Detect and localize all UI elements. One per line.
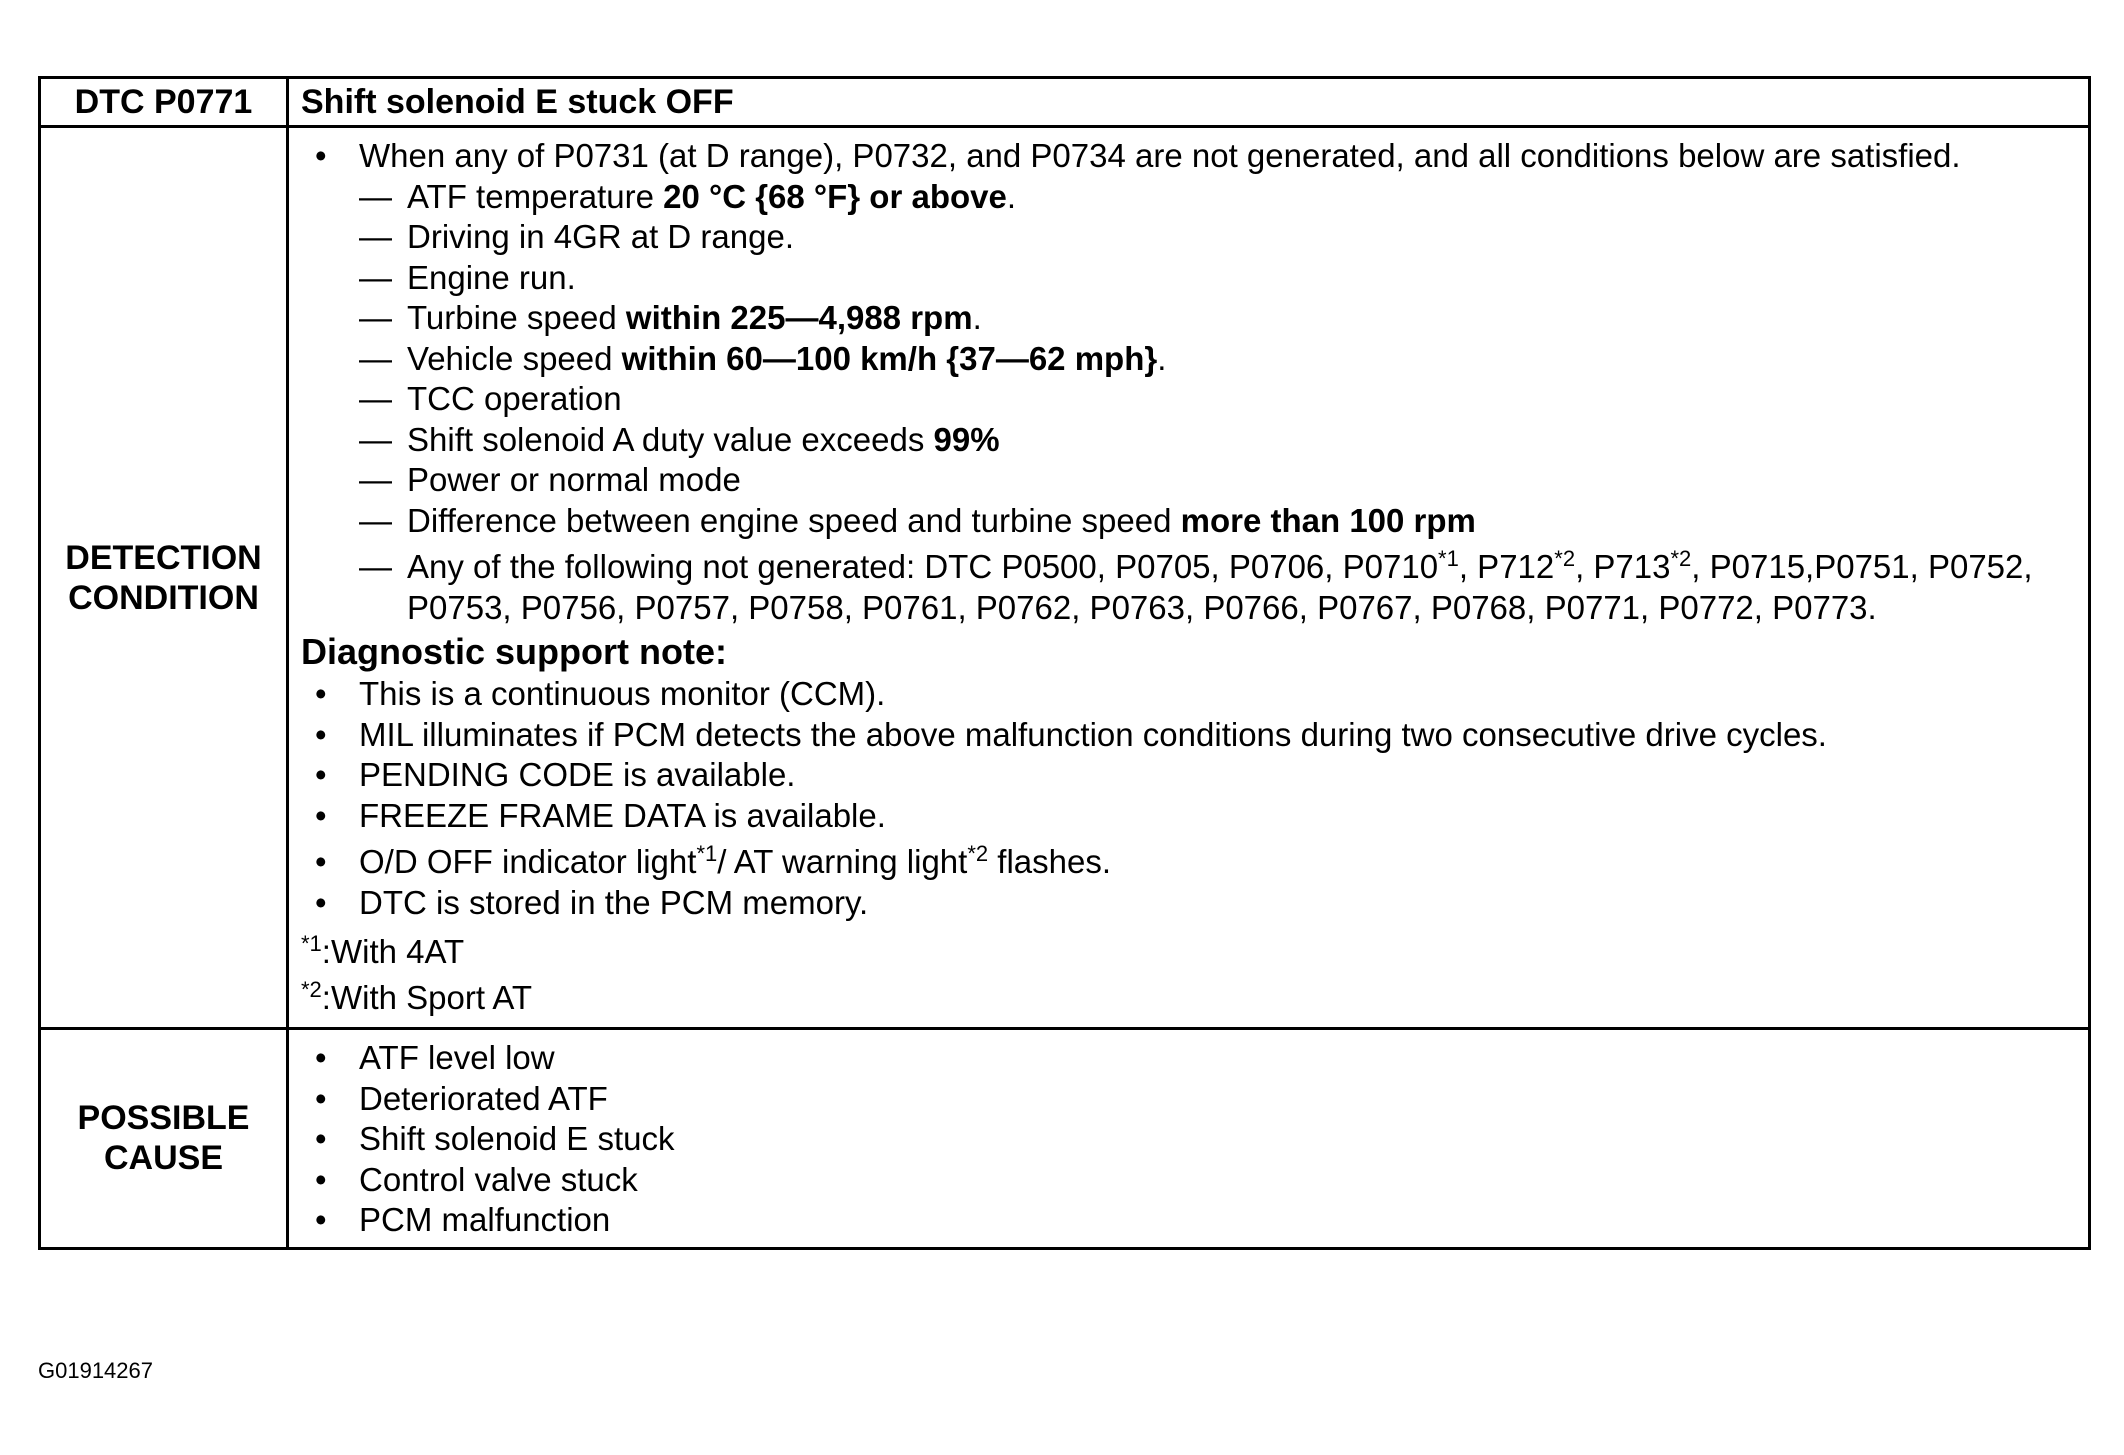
support-note-item: • PENDING CODE is available. <box>301 755 2076 796</box>
cause-item: • ATF level low <box>301 1038 2076 1079</box>
condition-value: 20 °C {68 °F} or above <box>663 177 1007 215</box>
condition-text: . <box>1157 339 1167 377</box>
condition-value: within 225—4,988 rpm <box>625 299 973 336</box>
cause-label-line2: CAUSE <box>103 1139 224 1178</box>
support-note-list <box>301 674 2076 923</box>
condition-item <box>359 460 2076 501</box>
detection-content <box>288 127 2090 1029</box>
condition-text: , P712 <box>1458 548 1555 585</box>
condition-text: ATF temperature <box>407 177 664 215</box>
footnote-ref: *1 <box>1438 546 1459 571</box>
condition-text: Driving in 4GR at D range. <box>407 218 794 255</box>
condition-item <box>359 217 2076 258</box>
condition-value: 99% <box>933 420 1000 458</box>
support-note-heading: Diagnostic support note: <box>301 631 727 672</box>
condition-item <box>359 379 2076 420</box>
condition-text: Engine run. <box>407 258 576 296</box>
condition-text: , P713 <box>1575 548 1671 585</box>
detection-list <box>301 136 2076 628</box>
footnote-text: :With Sport AT <box>321 979 533 1016</box>
condition-text: Turbine speed <box>407 299 626 336</box>
detection-label-line1: DETECTION <box>65 538 262 577</box>
condition-list <box>359 177 2076 629</box>
condition-value: more than 100 rpm <box>1180 501 1476 539</box>
detection-row <box>40 127 2090 1029</box>
detection-intro-item <box>301 136 2076 628</box>
cause-item: • PCM malfunction <box>301 1200 2076 1241</box>
condition-text: . <box>1006 177 1017 215</box>
cause-list <box>301 1038 2076 1241</box>
dtc-title: Shift solenoid E stuck OFF <box>288 78 2090 127</box>
cause-label <box>40 1029 288 1249</box>
condition-item <box>359 420 2076 461</box>
cause-item: • Shift solenoid E stuck <box>301 1119 2076 1160</box>
footnote-4at <box>301 929 2076 975</box>
condition-text: Any of the following not generated: DTC P0500, P0705, P0706, P0710 <box>407 548 1439 585</box>
condition-item <box>359 339 2076 380</box>
condition-text: Shift solenoid A duty value exceeds <box>407 420 934 458</box>
condition-item <box>359 501 2076 542</box>
cause-item: • Deteriorated ATF <box>301 1079 2076 1120</box>
condition-text: TCC operation <box>407 380 622 417</box>
detection-label-line2: CONDITION <box>68 578 259 617</box>
condition-text: , P0715,P0751, P0752, P0753, P0756, P0757, P0758, P0761, P0762, P0763, P0766, P0767, P0768, P0771, P0772, P0773. <box>407 548 2033 626</box>
footnote-ref: *2 <box>967 841 989 866</box>
cause-item: • Control valve stuck <box>301 1160 2076 1201</box>
support-note-text: flashes. <box>988 843 1112 880</box>
condition-item <box>359 258 2076 299</box>
support-note-item: • This is a continuous monitor (CCM). <box>301 674 2076 715</box>
cause-row <box>40 1029 2090 1249</box>
detection-label <box>40 127 288 1029</box>
footnote-text: :With 4AT <box>321 933 465 970</box>
condition-text: . <box>972 299 982 336</box>
condition-item <box>359 177 2076 218</box>
support-note-item <box>301 842 2076 883</box>
support-note-item: • MIL illuminates if PCM detects the above malfunction conditions during two consecutive drive cycles. <box>301 715 2076 756</box>
footnote-sport-at <box>301 975 2076 1021</box>
condition-item <box>359 547 2076 628</box>
support-note-text: O/D OFF indicator light <box>359 843 697 880</box>
footnote-mark: *2 <box>301 977 322 1002</box>
condition-text: Power or normal mode <box>407 461 741 498</box>
footnote-ref: *2 <box>1670 546 1692 571</box>
condition-item <box>359 298 2076 339</box>
footnote-ref: *1 <box>696 841 718 866</box>
condition-text: Vehicle speed <box>407 339 622 377</box>
condition-value: within 60—100 km/h {37—62 mph} <box>621 339 1158 377</box>
header-row <box>40 78 2090 127</box>
support-note-item: • FREEZE FRAME DATA is available. <box>301 796 2076 837</box>
footnote-mark: *1 <box>301 931 322 956</box>
cause-content <box>288 1029 2090 1249</box>
support-note-text: / AT warning light <box>717 843 968 880</box>
dtc-table <box>38 76 2091 1250</box>
detection-intro-text: When any of P0731 (at D range), P0732, and P0734 are not generated, and all conditions below are satisfied. <box>359 137 1961 174</box>
cause-label-line1: POSSIBLE <box>77 1099 250 1138</box>
condition-text: Difference between engine speed and turbine speed <box>407 501 1181 539</box>
dtc-code: DTC P0771 <box>40 78 288 127</box>
footnote-ref: *2 <box>1554 546 1576 571</box>
figure-code: G01914267 <box>38 1358 153 1383</box>
support-note-item: • DTC is stored in the PCM memory. <box>301 883 2076 924</box>
